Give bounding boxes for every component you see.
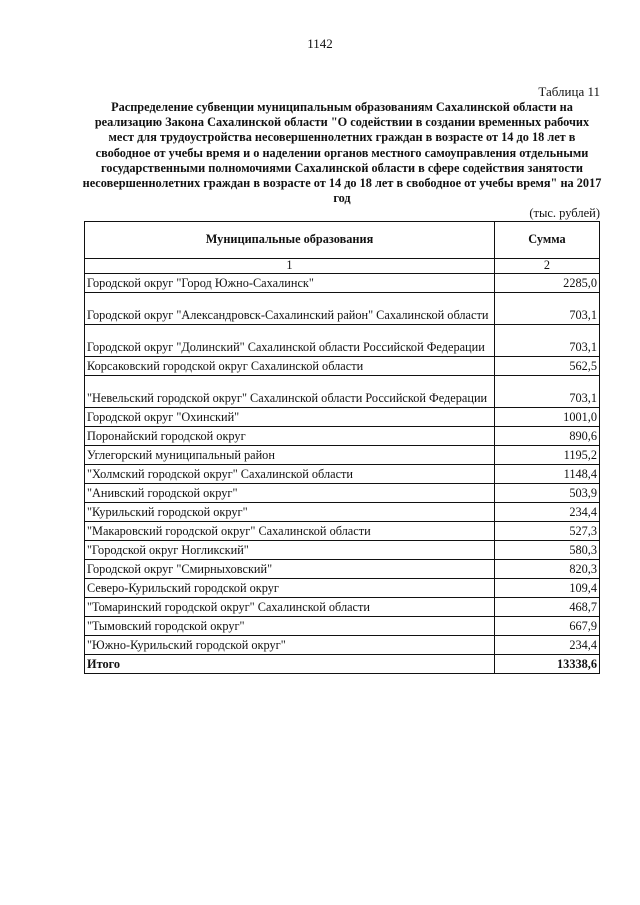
- table-label: Таблица 11: [538, 84, 600, 99]
- municipality-name: Городской округ "Город Южно-Сахалинск": [85, 273, 495, 292]
- municipality-name: Городской округ "Охинский": [85, 407, 495, 426]
- units-note: (тыс. рублей): [529, 206, 600, 220]
- table-row: [85, 324, 600, 356]
- table-row: [85, 502, 600, 521]
- page-number: 1142: [307, 36, 333, 51]
- municipality-name: "Макаровский городской округ" Сахалинской области: [85, 521, 495, 540]
- table-row: [85, 635, 600, 654]
- sum-value: 703,1: [495, 292, 600, 324]
- municipality-name: Городской округ "Александровск-Сахалинский район" Сахалинской области: [85, 292, 495, 324]
- table-row: [85, 540, 600, 559]
- subsidy-table: [84, 221, 600, 674]
- municipality-name: "Южно-Курильский городской округ": [85, 635, 495, 654]
- table-row: [85, 559, 600, 578]
- sum-value: 1195,2: [495, 445, 600, 464]
- municipality-name: "Невельский городской округ" Сахалинской области Российской Федерации: [85, 375, 495, 407]
- table-row: [85, 464, 600, 483]
- sum-value: 503,9: [495, 483, 600, 502]
- municipality-name: "Томаринский городской округ" Сахалинской области: [85, 597, 495, 616]
- municipality-name: Углегорский муниципальный район: [85, 445, 495, 464]
- table-row: [85, 445, 600, 464]
- municipality-name: "Холмский городской округ" Сахалинской области: [85, 464, 495, 483]
- sum-value: 234,4: [495, 502, 600, 521]
- table-row: [85, 578, 600, 597]
- sum-value: 234,4: [495, 635, 600, 654]
- municipality-name: "Тымовский городской округ": [85, 616, 495, 635]
- table-row: [85, 616, 600, 635]
- total-row: [85, 654, 600, 673]
- column-header-municipality: Муниципальные образования: [85, 222, 495, 259]
- sum-value: 2285,0: [495, 273, 600, 292]
- municipality-name: "Курильский городской округ": [85, 502, 495, 521]
- table-row: [85, 407, 600, 426]
- column-index-1: 1: [85, 259, 495, 274]
- sum-value: 468,7: [495, 597, 600, 616]
- table-row: [85, 375, 600, 407]
- sum-value: 109,4: [495, 578, 600, 597]
- column-index-2: 2: [495, 259, 600, 274]
- municipality-name: "Анивский городской округ": [85, 483, 495, 502]
- sum-value: 820,3: [495, 559, 600, 578]
- sum-value: 703,1: [495, 375, 600, 407]
- table-row: [85, 483, 600, 502]
- table-row: [85, 273, 600, 292]
- total-sum: 13338,6: [495, 654, 600, 673]
- table-row: [85, 597, 600, 616]
- sum-value: 1148,4: [495, 464, 600, 483]
- municipality-name: Поронайский городской округ: [85, 426, 495, 445]
- column-index-row: [85, 259, 600, 274]
- municipality-name: Городской округ "Смирныховский": [85, 559, 495, 578]
- sum-value: 890,6: [495, 426, 600, 445]
- sum-value: 562,5: [495, 356, 600, 375]
- sum-value: 1001,0: [495, 407, 600, 426]
- municipality-name: Корсаковский городской округ Сахалинской области: [85, 356, 495, 375]
- sum-value: 667,9: [495, 616, 600, 635]
- sum-value: 527,3: [495, 521, 600, 540]
- municipality-name: "Городской округ Ногликский": [85, 540, 495, 559]
- table-row: [85, 356, 600, 375]
- sum-value: 580,3: [495, 540, 600, 559]
- table-row: [85, 292, 600, 324]
- table-row: [85, 521, 600, 540]
- column-header-sum: Сумма: [495, 222, 600, 259]
- total-label: Итого: [85, 654, 495, 673]
- sum-value: 703,1: [495, 324, 600, 356]
- table-row: [85, 426, 600, 445]
- municipality-name: Городской округ "Долинский" Сахалинской области Российской Федерации: [85, 324, 495, 356]
- municipality-name: Северо-Курильский городской округ: [85, 578, 495, 597]
- document-title: Распределение субвенции муниципальным образованиям Сахалинской области на реализацию Закона Сахалинской области "О содействии в создании временных рабочих мест для трудоустройства несовершеннолетних граждан в возрасте от 14 до 18 лет в свободное от учебы время и о наделении органов местного самоуправления отдельными государственными полномочиями Сахалинской области в сфере содействия занятости несовершеннолетних граждан в возрасте от 14 до 18 лет в свободное от учебы время" на 2017 год: [82, 100, 602, 206]
